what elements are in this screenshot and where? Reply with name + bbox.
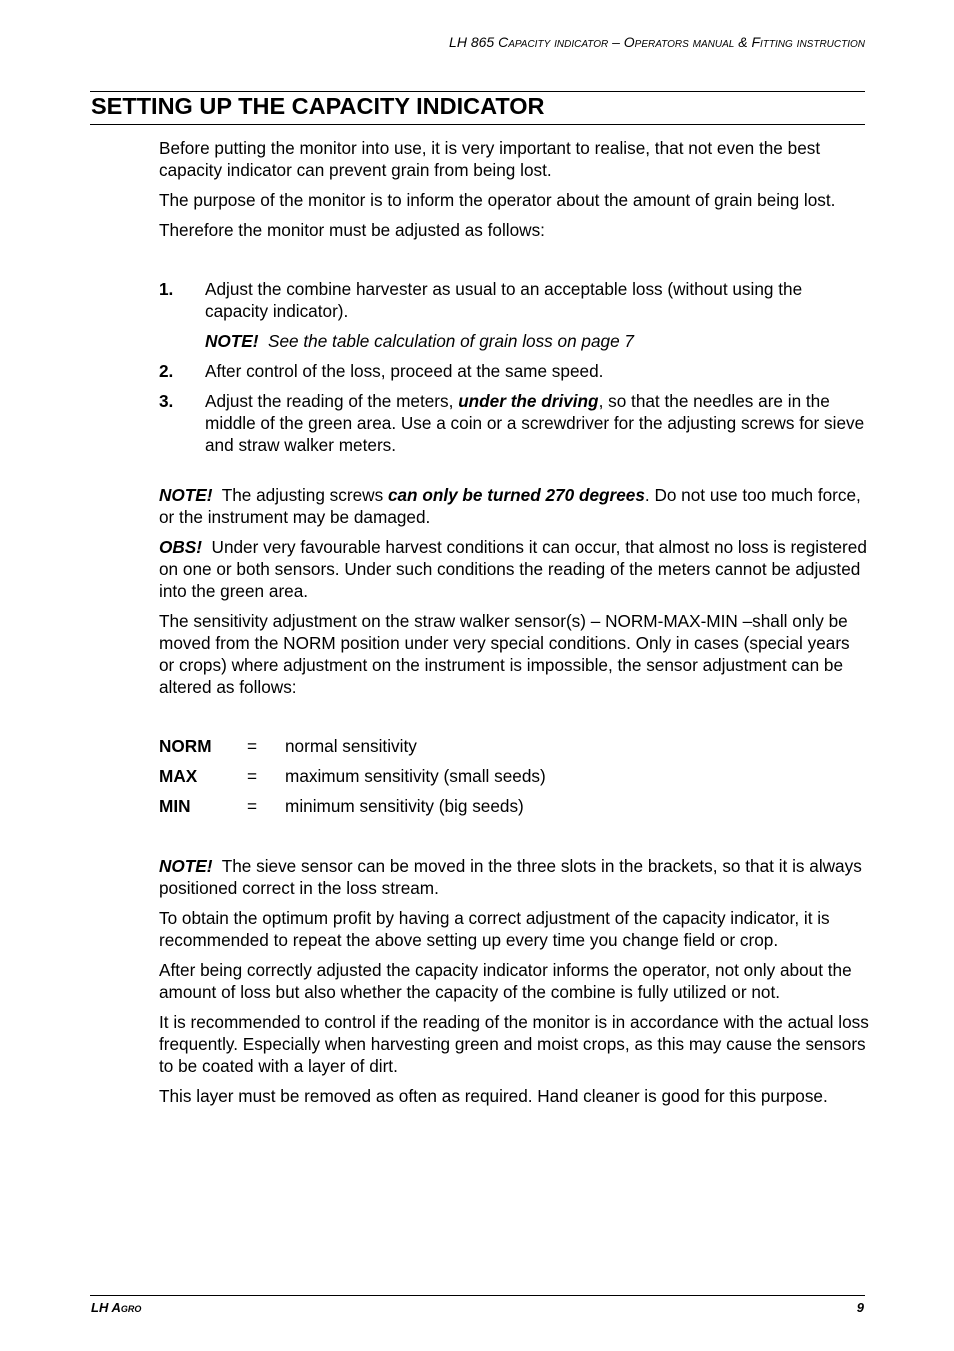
list-item	[159, 360, 869, 382]
note-label: NOTE!	[159, 485, 213, 505]
page-number: 9	[856, 1300, 864, 1315]
definition-value: normal sensitivity	[285, 736, 417, 756]
step-text-part: , so that the needles are in the middle of the green area. Use a coin or a screwdriver for the adjusting screws for sieve and straw walker meters.	[205, 391, 865, 455]
step-text: After control of the loss, proceed at the same speed.	[205, 361, 604, 381]
running-header	[90, 34, 865, 50]
note-paragraph	[159, 484, 869, 528]
footer-company	[91, 1300, 141, 1315]
sensitivity-definitions	[159, 735, 869, 825]
closing-paragraph: After being correctly adjusted the capacity indicator informs the operator, not only about the amount of loss but also whether the capacity of the combine is fully utilized or not.	[159, 960, 852, 1002]
list-item	[159, 390, 869, 456]
note-text: . Do not use too much force, or the instrument may be damaged.	[159, 485, 861, 527]
intro-paragraph: Therefore the monitor must be adjusted as follows:	[159, 220, 545, 240]
step-text	[205, 390, 869, 456]
step-emphasis: under the driving	[458, 391, 599, 411]
definition-key: MAX	[159, 766, 198, 786]
step-note	[205, 330, 869, 352]
note-label: NOTE!	[159, 856, 213, 876]
page-body	[159, 137, 869, 1115]
step-number: 3.	[159, 391, 174, 411]
definition-row	[159, 735, 869, 765]
intro-paragraph: Before putting the monitor into use, it is very important to realise, that not even the best capacity indicator can prevent grain from being lost.	[159, 138, 821, 180]
note-text: The sieve sensor can be moved in the three slots in the brackets, so that it is always positioned correct in the loss stream.	[159, 856, 862, 898]
note-paragraph	[159, 855, 869, 899]
step-number: 2.	[159, 361, 174, 381]
definition-value: minimum sensitivity (big seeds)	[285, 796, 524, 816]
obs-text: Under very favourable harvest conditions it can occur, that almost no loss is registered on one or both sensors. Under such conditions the reading of the meters cannot be adjusted into the green area.	[159, 537, 867, 601]
note-text: See the table calculation of grain loss on page 7	[268, 331, 634, 351]
header-text: perators manual	[634, 34, 735, 50]
note-label: NOTE!	[205, 331, 259, 351]
closing-paragraph: It is recommended to control if the reading of the monitor is in accordance with the actual loss frequently. Especially when harvesting green and moist crops, as this may cause the sensors to be coated with a layer of dirt.	[159, 1012, 869, 1076]
intro-paragraph: The purpose of the monitor is to inform the operator about the amount of grain being lost.	[159, 190, 836, 210]
steps-list	[159, 278, 869, 456]
definition-row	[159, 795, 869, 825]
step-text-part: Adjust the reading of the meters,	[205, 391, 459, 411]
closing-paragraph: To obtain the optimum profit by having a correct adjustment of the capacity indicator, it is recommended to repeat the above setting up every time you change field or crop.	[159, 908, 830, 950]
sensitivity-paragraph: The sensitivity adjustment on the straw walker sensor(s) – NORM-MAX-MIN –shall only be moved from the NORM position under very special conditions. Only in cases (special years or crops) where adjustment on the instrument is impossible, the sensor adjustment can be altered as follows:	[159, 611, 850, 697]
obs-paragraph	[159, 536, 869, 602]
note-text: The adjusting screws	[221, 485, 388, 505]
header-text: itting instruction	[760, 34, 865, 50]
definition-value: maximum sensitivity (small seeds)	[285, 766, 546, 786]
header-text: & F	[734, 34, 760, 50]
obs-label: OBS!	[159, 537, 202, 557]
definition-key: NORM	[159, 736, 212, 756]
header-text: apacity indicator	[508, 34, 609, 50]
definition-equals: =	[247, 766, 258, 786]
closing-paragraph: This layer must be removed as often as required. Hand cleaner is good for this purpose.	[159, 1086, 828, 1106]
page-footer	[90, 1295, 865, 1315]
definition-equals: =	[247, 796, 258, 816]
section-title: SETTING UP THE CAPACITY INDICATOR	[91, 93, 545, 119]
definition-key: MIN	[159, 796, 191, 816]
footer-company-text: LH A	[91, 1300, 121, 1315]
header-text: LH 865 C	[449, 34, 509, 50]
list-item	[159, 278, 869, 322]
section-title-bar	[90, 91, 865, 125]
definition-row	[159, 765, 869, 795]
footer-company-text: gro	[120, 1300, 142, 1315]
note-emphasis: can only be turned 270 degrees	[387, 485, 645, 505]
step-text: Adjust the combine harvester as usual to an acceptable loss (without using the capacity indicator).	[205, 279, 803, 321]
definition-equals: =	[247, 736, 258, 756]
step-number: 1.	[159, 279, 174, 299]
header-text: – O	[608, 34, 635, 50]
